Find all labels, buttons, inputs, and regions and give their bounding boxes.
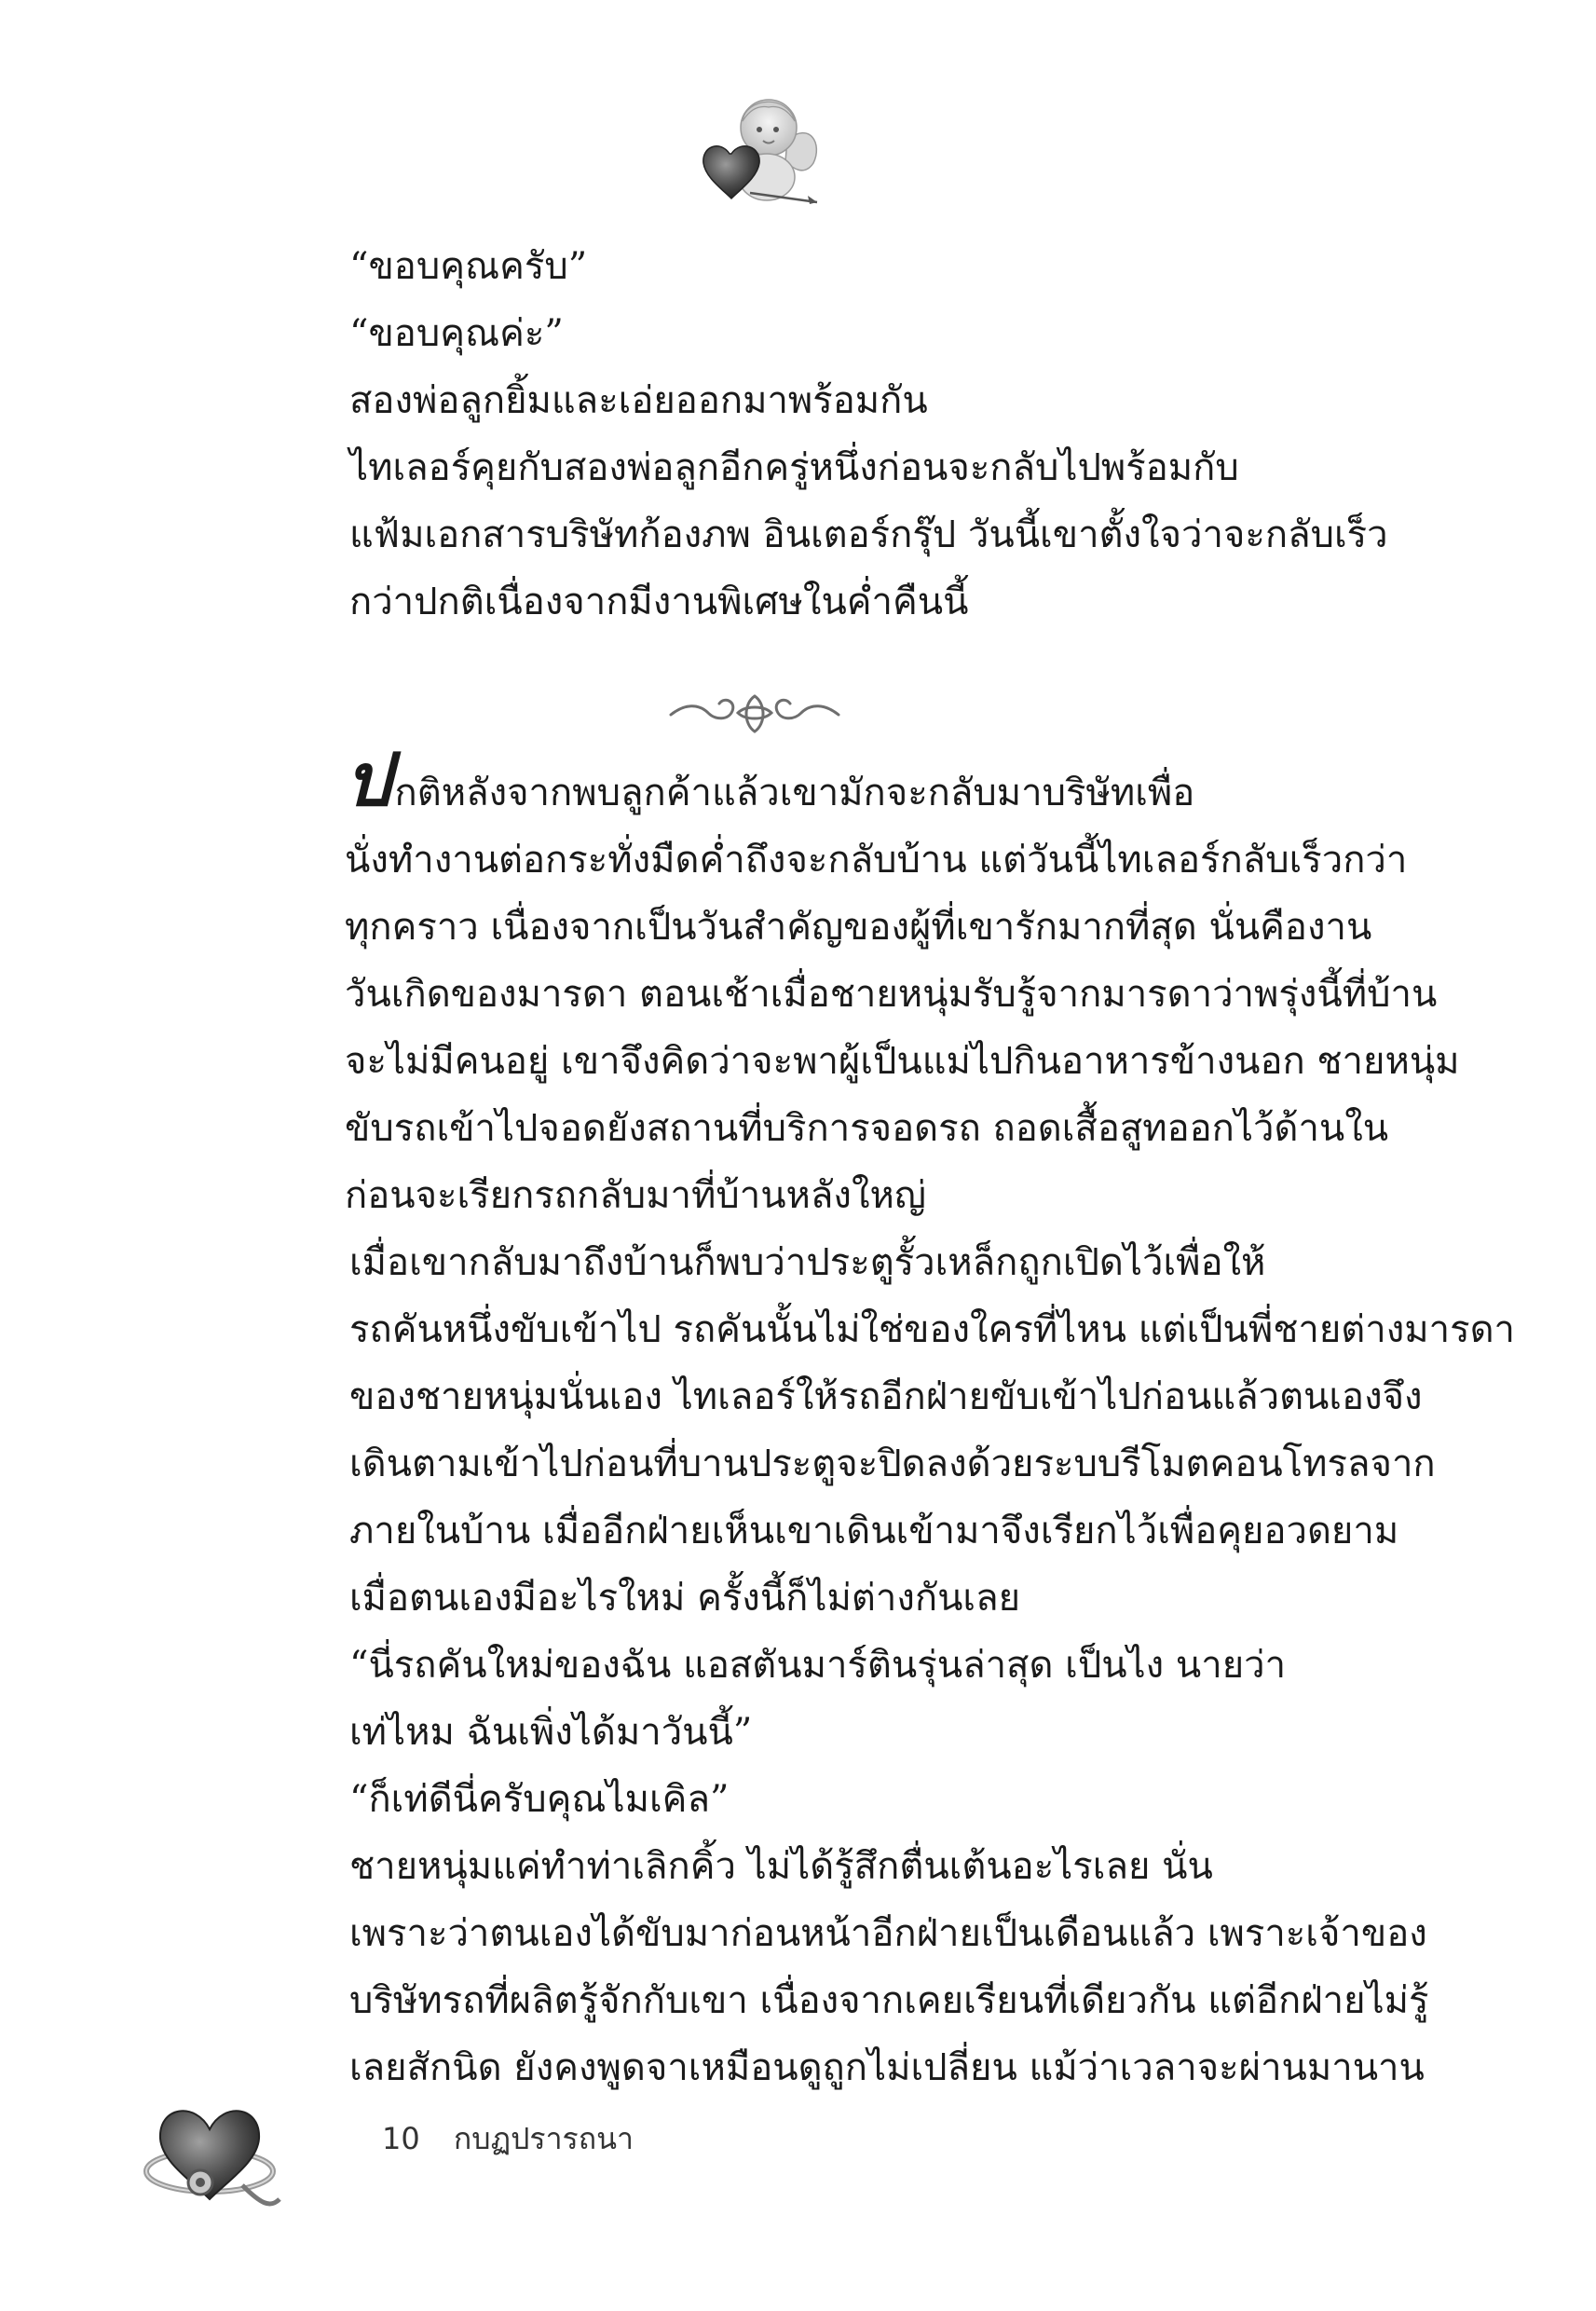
narration-line: สองพ่อลูกยิ้มและเอ่ยออกมาพร้อมกัน	[349, 379, 928, 422]
drop-cap: ป	[345, 738, 391, 823]
paragraph: ชายหนุ่มแค่ทำท่าเลิกคิ้ว ไม่ได้รู้สึกตื่นเต้นอะไรเลย นั่น เพราะว่าตนเองได้ขับมาก่อนหน้าอีกฝ่ายเป็นเดือนแล้ว เพราะเจ้าของ บริษัทรถที่ผลิตรู้จักกับเขา เนื่องจากเคยเรียนที่เดียวกัน แต่อีกฝ่ายไม่รู้ เลยสักนิด ยังคงพูดจาเหมือนดูถูกไม่เปลี่ยน แม้ว่าเวลาจะผ่านมานาน	[349, 1845, 1429, 2089]
dialogue-line: “ขอบคุณครับ”	[349, 245, 588, 288]
scene-break-ornament-icon	[662, 685, 848, 741]
dialogue-paragraph: “ก็เท่ดีนี่ครับคุณไมเคิล”	[349, 1778, 730, 1821]
dialogue-block	[191, 233, 1388, 636]
dialogue-line: “ขอบคุณค่ะ”	[349, 312, 564, 355]
paragraph: เมื่อเขากลับมาถึงบ้านก็พบว่าประตูรั้วเหล็กถูกเปิดไว้เพื่อให้ รถคันหนึ่งขับเข้าไป รถคันนั้นไม่ใช่ของใครที่ไหน แต่เป็นพี่ชายต่างมารดา ของชายหนุ่มนั่นเอง ไทเลอร์ให้รถอีกฝ่ายขับเข้าไปก่อนแล้วตนเองจึง เดินตามเข้าไปก่อนที่บานประตูจะปิดลงด้วยระบบรีโมตคอนโทรลจาก ภายในบ้าน เมื่ออีกฝ่ายเห็นเขาเดินเข้ามาจึงเรียกไว้เพื่อคุยอวดยาม เมื่อตนเองมีอะไรใหม่ ครั้งนี้ก็ไม่ต่างกันเลย	[349, 1241, 1516, 1620]
page-number: 10	[382, 2121, 420, 2156]
chapter-body	[191, 738, 1516, 2101]
cupid-heart-illustration	[694, 89, 825, 210]
dialogue-paragraph: “นี่รถคันใหม่ของฉัน แอสตันมาร์ตินรุ่นล่าสุด เป็นไง นายว่า เท่ไหม ฉันเพิ่งได้มาวันนี้”	[349, 1644, 1287, 1754]
book-title: กบฏปรารถนา	[453, 2121, 634, 2156]
paragraph: ปกติหลังจากพบลูกค้าแล้วเขามักจะกลับมาบริษัทเพื่อ นั่งทำงานต่อกระทั่งมืดค่ำถึงจะกลับบ้าน แต่วันนี้ไทเลอร์กลับเร็วกว่า ทุกคราว เนื่องจากเป็นวันสำคัญของผู้ที่เขารักมากที่สุด นั่นคืองาน วันเกิดของมารดา ตอนเช้าเมื่อชายหนุ่มรับรู้จากมารดาว่าพรุ่งนี้ที่บ้าน จะไม่มีคนอยู่ เขาจึงคิดว่าจะพาผู้เป็นแม่ไปกินอาหารข้างนอก ชายหนุ่ม ขับรถเข้าไปจอดยังสถานที่บริการจอดรถ ถอดเสื้อสูทออกไว้ด้านใน ก่อนจะเรียกรถกลับมาที่บ้านหลังใหญ่	[345, 738, 1460, 1217]
paragraph: ไทเลอร์คุยกับสองพ่อลูกอีกครู่หนึ่งก่อนจะกลับไปพร้อมกับ แฟ้มเอกสารบริษัทก้องภพ อินเตอร์กรุ๊ป วันนี้เขาตั้งใจว่าจะกลับเร็ว กว่าปกติเนื่องจากมีงานพิเศษในค่ำคืนนี้	[349, 446, 1388, 623]
page-footer	[382, 2115, 634, 2163]
